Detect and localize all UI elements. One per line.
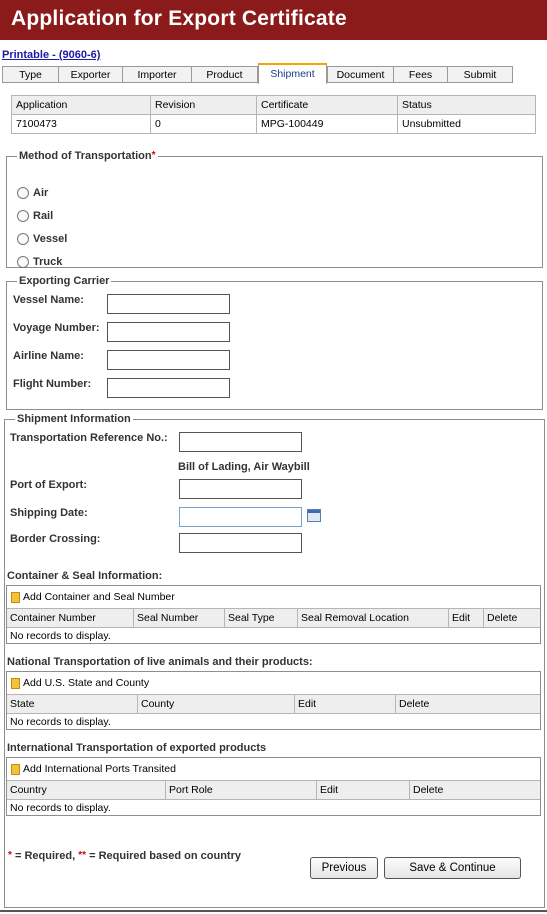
- method-legend: Method of Transportation*: [19, 150, 156, 162]
- bottom-divider: [0, 910, 547, 912]
- printable-link[interactable]: Printable - (9060-6): [2, 49, 101, 61]
- port-of-export-label: Port of Export:: [10, 479, 87, 491]
- summary-header-revision: Revision: [151, 96, 257, 115]
- voyage-number-input[interactable]: [107, 322, 230, 342]
- page-title: Application for Export Certificate: [11, 7, 347, 30]
- container-section-title: Container & Seal Information:: [7, 570, 163, 582]
- col-edit: Edit: [295, 695, 396, 714]
- border-crossing-label: Border Crossing:: [10, 533, 101, 545]
- summary-status: Unsubmitted: [398, 115, 536, 134]
- previous-button[interactable]: Previous: [310, 857, 378, 879]
- international-section-title: International Transportation of exported products: [7, 742, 267, 754]
- radio-circle-icon[interactable]: [17, 187, 29, 199]
- add-document-icon: [11, 678, 20, 689]
- radio-air[interactable]: Air: [17, 187, 48, 199]
- airline-name-input[interactable]: [107, 350, 230, 370]
- summary-certificate: MPG-100449: [257, 115, 398, 134]
- container-empty-message: No records to display.: [10, 629, 111, 642]
- national-section-title: National Transportation of live animals and their products:: [7, 656, 313, 668]
- transport-ref-label: Transportation Reference No.:: [10, 432, 168, 444]
- summary-application: 7100473: [12, 115, 151, 134]
- radio-circle-icon[interactable]: [17, 210, 29, 222]
- radio-circle-icon[interactable]: [17, 233, 29, 245]
- international-empty-message: No records to display.: [10, 801, 111, 814]
- radio-vessel[interactable]: Vessel: [17, 233, 67, 245]
- col-country: Country: [7, 781, 166, 800]
- international-grid: [6, 757, 541, 816]
- tab-document[interactable]: Document: [327, 66, 394, 83]
- summary-header-application: Application: [12, 96, 151, 115]
- col-port-role: Port Role: [166, 781, 317, 800]
- application-summary-table: [11, 95, 536, 134]
- container-table: [7, 609, 540, 643]
- tab-product[interactable]: Product: [191, 66, 258, 83]
- col-seal-number: Seal Number: [134, 609, 225, 628]
- transport-ref-hint: Bill of Lading, Air Waybill: [178, 461, 310, 473]
- container-grid: [6, 585, 541, 644]
- vessel-name-label: Vessel Name:: [13, 294, 84, 306]
- voyage-number-label: Voyage Number:: [13, 322, 100, 334]
- summary-header-certificate: Certificate: [257, 96, 398, 115]
- airline-name-label: Airline Name:: [13, 350, 84, 362]
- save-continue-button[interactable]: Save & Continue: [384, 857, 521, 879]
- col-container-number: Container Number: [7, 609, 134, 628]
- carrier-legend: Exporting Carrier: [19, 275, 110, 287]
- port-of-export-input[interactable]: [179, 479, 302, 499]
- tab-exporter[interactable]: Exporter: [58, 66, 123, 83]
- add-state-county-button[interactable]: Add U.S. State and County: [7, 672, 540, 695]
- add-document-icon: [11, 592, 20, 603]
- col-delete: Delete: [396, 695, 541, 714]
- method-of-transportation-section: [6, 150, 543, 268]
- col-delete: Delete: [484, 609, 541, 628]
- tab-importer[interactable]: Importer: [122, 66, 192, 83]
- required-mark: *: [151, 150, 156, 161]
- col-seal-type: Seal Type: [225, 609, 298, 628]
- transport-ref-input[interactable]: [179, 432, 302, 452]
- shipment-legend: Shipment Information: [17, 413, 131, 425]
- radio-circle-icon[interactable]: [17, 256, 29, 268]
- national-table: [7, 695, 540, 729]
- radio-truck[interactable]: Truck: [17, 256, 62, 268]
- vessel-name-input[interactable]: [107, 294, 230, 314]
- calendar-icon[interactable]: [307, 509, 321, 522]
- flight-number-label: Flight Number:: [13, 378, 92, 390]
- shipping-date-input[interactable]: [179, 507, 302, 527]
- national-grid: [6, 671, 541, 730]
- shipping-date-label: Shipping Date:: [10, 507, 88, 519]
- tab-fees[interactable]: Fees: [393, 66, 448, 83]
- col-delete: Delete: [410, 781, 541, 800]
- tab-submit[interactable]: Submit: [447, 66, 513, 83]
- add-international-ports-button[interactable]: Add International Ports Transited: [7, 758, 540, 781]
- tab-shipment[interactable]: Shipment: [258, 63, 327, 84]
- national-empty-message: No records to display.: [10, 715, 111, 728]
- flight-number-input[interactable]: [107, 378, 230, 398]
- tab-type[interactable]: Type: [2, 66, 59, 83]
- col-state: State: [7, 695, 138, 714]
- col-edit: Edit: [317, 781, 410, 800]
- radio-rail[interactable]: Rail: [17, 210, 53, 222]
- international-table: [7, 781, 540, 815]
- border-crossing-input[interactable]: [179, 533, 302, 553]
- col-seal-removal-location: Seal Removal Location: [298, 609, 449, 628]
- summary-revision: 0: [151, 115, 257, 134]
- add-container-button[interactable]: Add Container and Seal Number: [7, 586, 540, 609]
- required-legend-note: * = Required, ** = Required based on country: [8, 850, 241, 862]
- app-header: [0, 0, 547, 40]
- col-edit: Edit: [449, 609, 484, 628]
- add-document-icon: [11, 764, 20, 775]
- col-county: County: [138, 695, 295, 714]
- summary-header-status: Status: [398, 96, 536, 115]
